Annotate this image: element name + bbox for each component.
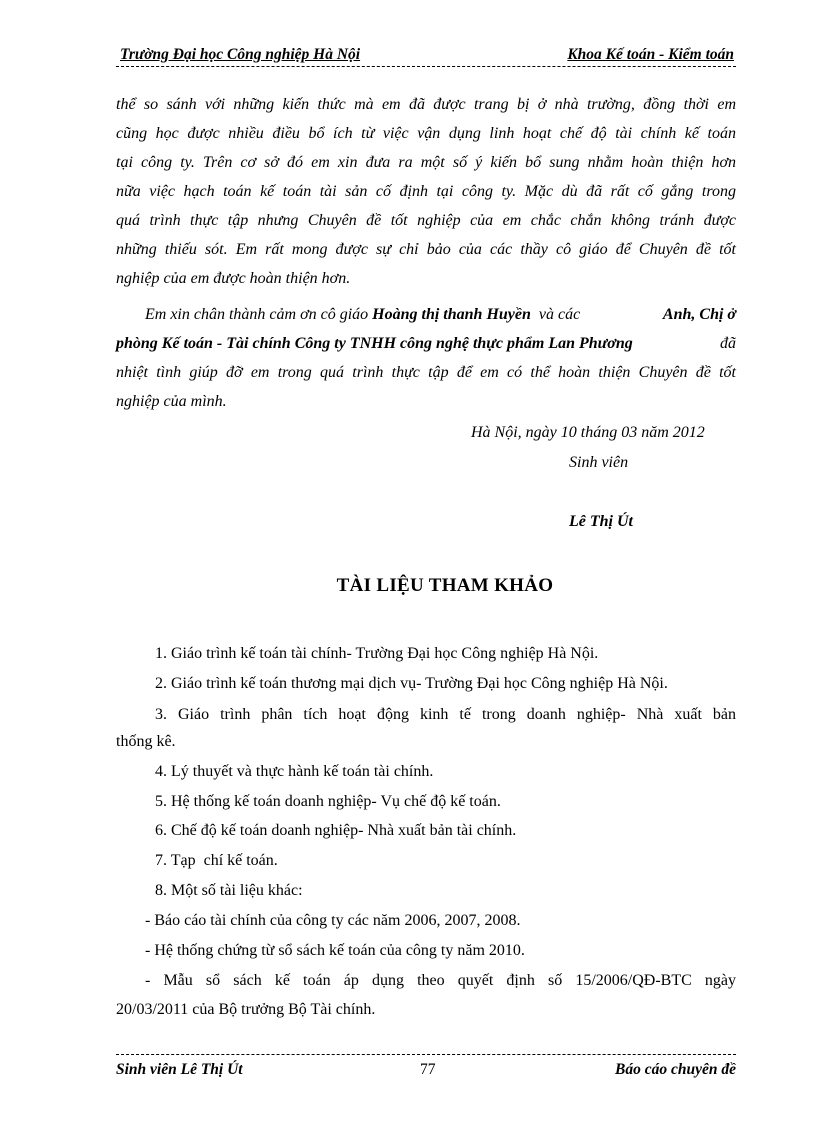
page-header xyxy=(116,44,736,67)
conclusion-line-2: cũng học được nhiều điều bổ ích từ việc vận dụng linh hoạt chế độ tài chính kế toán xyxy=(116,125,736,142)
thanks-line-1 xyxy=(145,306,736,324)
page-number: 77 xyxy=(420,1061,436,1078)
conclusion-line-1: thể so sánh với những kiến thức mà em đã được trang bị ở nhà trường, đồng thời em xyxy=(116,96,736,113)
conclusion-line-3: tại công ty. Trên cơ sở đó em xin đưa ra một số ý kiến bổ sung nhằm hoàn thiện hơn xyxy=(116,154,736,171)
signature-date: Hà Nội, ngày 10 tháng 03 năm 2012 xyxy=(471,424,705,441)
reference-sub-3: - Mẫu sổ sách kế toán áp dụng theo quyết định số 15/2006/QĐ-BTC ngày xyxy=(145,972,736,989)
reference-sub-2: - Hệ thống chứng từ sổ sách kế toán của công ty năm 2010. xyxy=(145,942,525,959)
reference-sub-3-cont: 20/03/2011 của Bộ trưởng Bộ Tài chính. xyxy=(116,1001,376,1018)
signature-role: Sinh viên xyxy=(569,454,629,471)
thanks-line-4: nghiệp của mình. xyxy=(116,393,227,410)
reference-item-6: 6. Chế độ kế toán doanh nghiệp- Nhà xuất bản tài chính. xyxy=(155,822,517,839)
reference-item-4: 4. Lý thuyết và thực hành kế toán tài chính. xyxy=(155,763,434,780)
reference-item-3-cont: thống kê. xyxy=(116,733,176,750)
conclusion-line-5: quá trình thực tập nhưng Chuyên đề tốt nghiệp của em chắc chắn không tránh được xyxy=(116,212,736,229)
reference-item-3: 3. Giáo trình phân tích hoạt động kinh tế trong doanh nghiệp- Nhà xuất bản xyxy=(155,706,736,723)
conclusion-line-7: nghiệp của em được hoàn thiện hơn. xyxy=(116,270,351,287)
reference-item-7: 7. Tạp chí kế toán. xyxy=(155,852,278,869)
thanks-and: và các xyxy=(530,306,585,323)
thanks-line-3: nhiệt tình giúp đỡ em trong quá trình thực tập để em có thể hoàn thiện Chuyên đề tốt xyxy=(116,364,736,381)
reference-item-2: 2. Giáo trình kế toán thương mại dịch vụ- Trường Đại học Công nghiệp Hà Nội. xyxy=(155,675,668,692)
footer-report: Báo cáo chuyên đề xyxy=(615,1061,736,1078)
references-title: TÀI LIỆU THAM KHẢO xyxy=(336,575,554,596)
signature-name: Lê Thị Út xyxy=(569,513,633,530)
reference-item-1: 1. Giáo trình kế toán tài chính- Trường Đại học Công nghiệp Hà Nội. xyxy=(155,645,599,662)
reference-sub-1: - Báo cáo tài chính của công ty các năm 2006, 2007, 2008. xyxy=(145,912,521,929)
reference-item-8: 8. Một số tài liệu khác: xyxy=(155,882,303,899)
teacher-name: Hoàng thị thanh Huyền xyxy=(372,306,531,323)
conclusion-line-4: nữa việc hạch toán kế toán tài sản cố định tại công ty. Mặc dù đã rất cố gắng trong xyxy=(116,183,736,200)
footer-student: Sinh viên Lê Thị Út xyxy=(116,1061,243,1078)
footer-divider xyxy=(116,1054,736,1055)
thanks-intro: Em xin chân thành cảm ơn cô giáo xyxy=(145,306,373,323)
thanks-department: phòng Kế toán - Tài chính Công ty TNHH công nghệ thực phẩm Lan Phương xyxy=(116,335,633,352)
header-school: Trường Đại học Công nghiệp Hà Nội xyxy=(120,46,361,63)
reference-item-5: 5. Hệ thống kế toán doanh nghiệp- Vụ chế độ kế toán. xyxy=(155,793,501,810)
header-faculty: Khoa Kế toán - Kiểm toán xyxy=(567,46,734,63)
thanks-da: đã xyxy=(720,335,736,352)
thanks-line-2 xyxy=(116,335,736,353)
conclusion-line-6: những thiếu sót. Em rất mong được sự chỉ bảo của các thầy cô giáo để Chuyên đề tốt xyxy=(116,241,736,258)
thanks-staff: Anh, Chị ở xyxy=(662,306,736,323)
